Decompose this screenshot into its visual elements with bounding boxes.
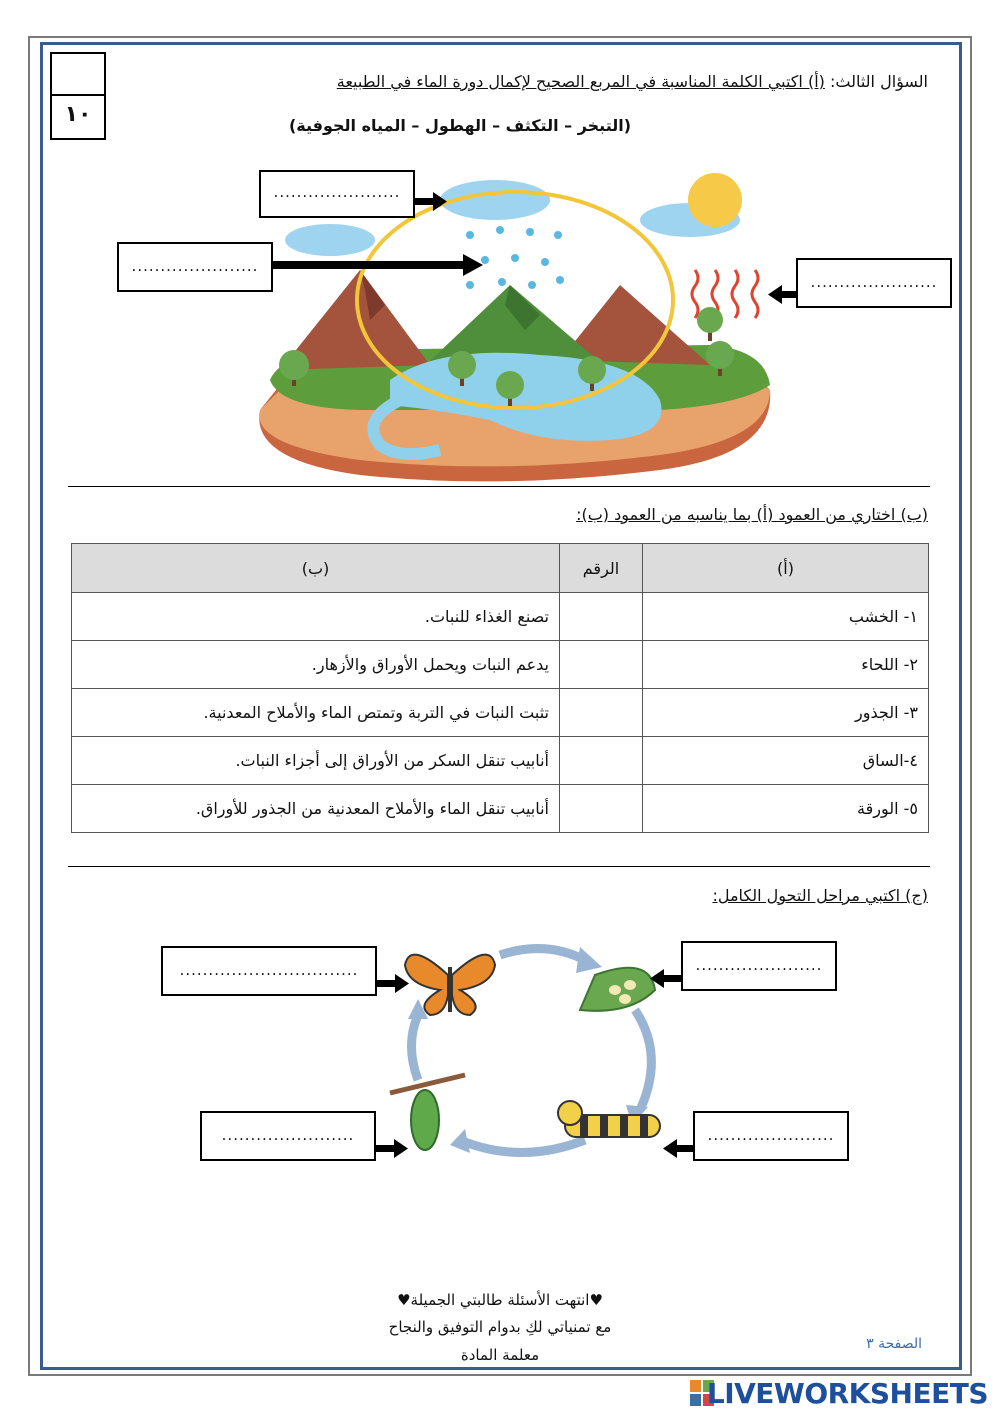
table-row bbox=[72, 785, 929, 833]
word-bank: (التبخر – التكثف – الهطول – المياه الجوفية) bbox=[288, 116, 632, 135]
closing-wish: مع تمنياتي لكِ بدوام التوفيق والنجاح bbox=[388, 1318, 612, 1336]
matching-table bbox=[71, 543, 929, 833]
cell-a: ٥- الورقة bbox=[643, 785, 929, 833]
number-input-cell[interactable] bbox=[560, 641, 643, 689]
header-col-num: الرقم bbox=[560, 544, 643, 593]
header-col-a: (أ) bbox=[643, 544, 929, 593]
score-value: ١٠ bbox=[64, 102, 92, 127]
divider bbox=[68, 866, 930, 867]
cell-b: أنابيب تنقل الماء والأملاح المعدنية من الجذور للأوراق. bbox=[72, 785, 560, 833]
section-a-instruction: (أ) اكتبي الكلمة المناسبة في المربع الصحيح لإكمال دورة الماء في الطبيعة bbox=[336, 72, 825, 91]
cell-a: ٤-الساق bbox=[643, 737, 929, 785]
arrow-right-icon bbox=[375, 974, 410, 994]
table-header-row bbox=[72, 544, 929, 593]
sun-icon bbox=[688, 173, 742, 227]
question-title bbox=[337, 72, 928, 91]
number-input-cell[interactable] bbox=[560, 737, 643, 785]
answer-box-adult[interactable]: ............................... bbox=[161, 946, 377, 996]
closing-message: ♥انتهت الأسئلة طالبتي الجميلة♥ bbox=[397, 1291, 603, 1309]
question-prefix: السؤال الثالث: bbox=[829, 72, 928, 91]
answer-box-condensation[interactable]: ...................... bbox=[259, 170, 415, 218]
cell-a: ٣- الجذور bbox=[643, 689, 929, 737]
egg-leaf-icon bbox=[580, 968, 655, 1011]
arrow-right-icon bbox=[271, 254, 486, 276]
cell-b: تصنع الغذاء للنبات. bbox=[72, 593, 560, 641]
arrow-left-icon bbox=[663, 1139, 695, 1159]
answer-box-pupa[interactable]: ....................... bbox=[200, 1111, 376, 1161]
water-cycle-illustration bbox=[240, 170, 790, 490]
number-input-cell[interactable] bbox=[560, 593, 643, 641]
cell-b: يدعم النبات ويحمل الأوراق والأزهار. bbox=[72, 641, 560, 689]
header-col-b: (ب) bbox=[72, 544, 560, 593]
page-number: الصفحة ٣ bbox=[866, 1336, 922, 1352]
answer-box-egg[interactable]: ...................... bbox=[681, 941, 837, 991]
number-input-cell[interactable] bbox=[560, 689, 643, 737]
section-c-instruction: (ج) اكتبي مراحل التحول الكامل: bbox=[712, 886, 928, 905]
butterfly-lifecycle-illustration bbox=[380, 935, 670, 1165]
number-input-cell[interactable] bbox=[560, 785, 643, 833]
table-row bbox=[72, 641, 929, 689]
table-row bbox=[72, 593, 929, 641]
table-row bbox=[72, 737, 929, 785]
arrow-right-icon bbox=[374, 1139, 409, 1159]
answer-box-evaporation[interactable]: ...................... bbox=[796, 258, 952, 308]
cell-b: أنابيب تنقل السكر من الأوراق إلى أجزاء النبات. bbox=[72, 737, 560, 785]
arrow-right-icon bbox=[413, 192, 448, 212]
cell-a: ١- الخشب bbox=[643, 593, 929, 641]
cell-a: ٢- اللحاء bbox=[643, 641, 929, 689]
section-b-instruction: (ب) اختاري من العمود (أ) بما يناسبه من العمود (ب): bbox=[576, 505, 928, 524]
arrow-left-icon bbox=[650, 969, 682, 989]
cell-b: تثبت النبات في التربة وتمتص الماء والأملاح المعدنية. bbox=[72, 689, 560, 737]
divider bbox=[68, 486, 930, 487]
answer-box-precipitation[interactable]: ...................... bbox=[117, 242, 273, 292]
table-row bbox=[72, 689, 929, 737]
cloud bbox=[285, 224, 375, 256]
liveworksheets-brand[interactable]: LIVEWORKSHEETS bbox=[706, 1377, 988, 1410]
arrow-left-icon bbox=[768, 285, 798, 305]
score-box bbox=[50, 52, 106, 140]
answer-box-larva[interactable]: ...................... bbox=[693, 1111, 849, 1161]
teacher-signature: معلمة المادة bbox=[460, 1346, 540, 1364]
